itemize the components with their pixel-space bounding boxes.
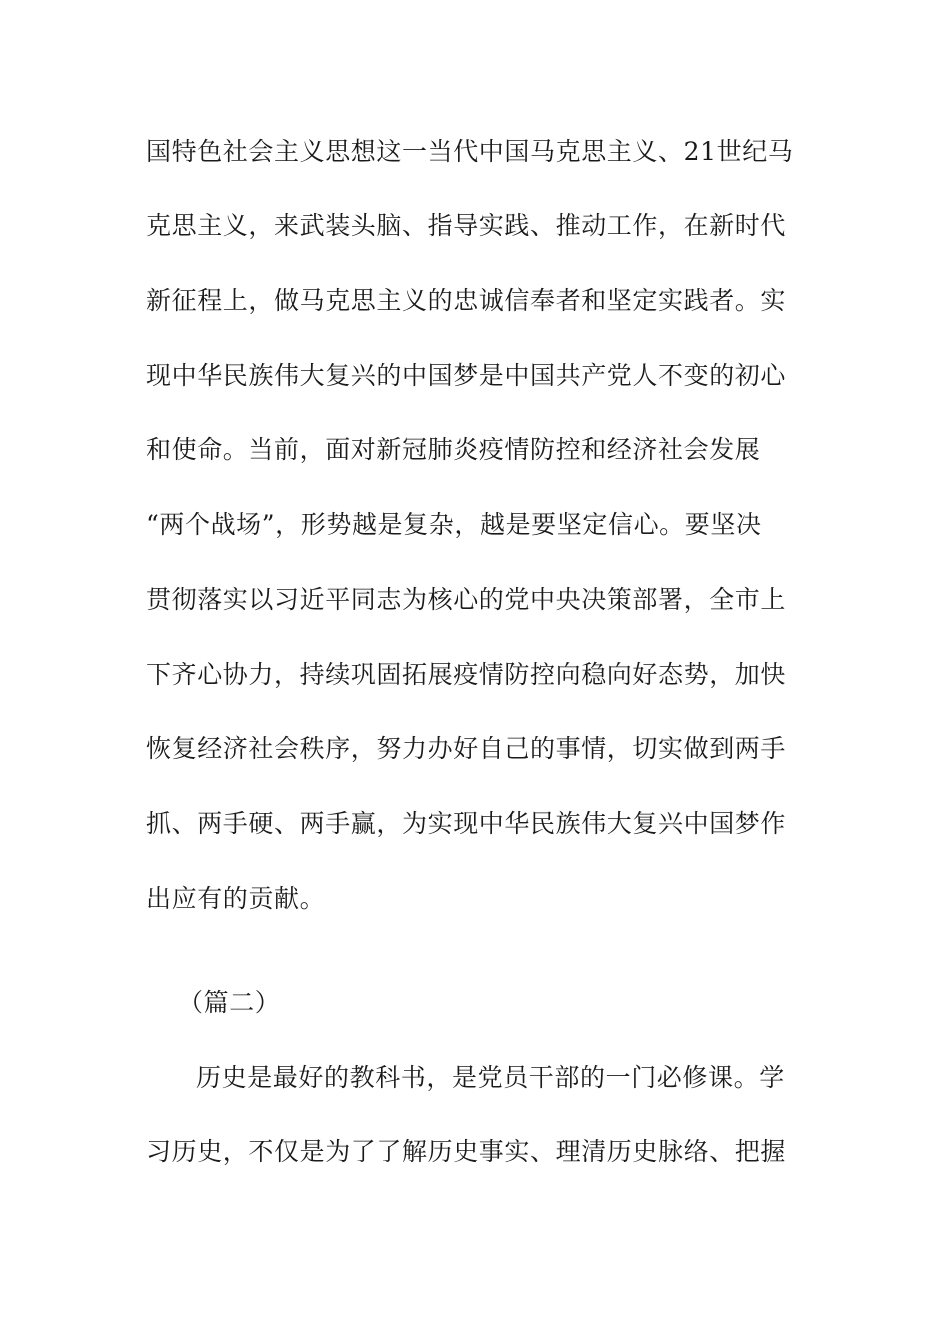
paragraph-line: “两个战场”，形势越是复杂，越是要坚定信心。要坚决 (146, 510, 762, 539)
paragraph-line: 克思主义，来武装头脑、指导实践、推动工作，在新时代 (146, 211, 787, 240)
paragraph-line: 现中华民族伟大复兴的中国梦是中国共产党人不变的初心 (146, 361, 787, 390)
paragraph-line: 出应有的贡献。 (146, 884, 326, 913)
paragraph-line: 历史是最好的教科书，是党员干部的一门必修课。学 (196, 1063, 785, 1092)
paragraph-line: 和使命。当前，面对新冠肺炎疫情防控和经济社会发展 (146, 435, 761, 464)
paragraph-line: 习历史，不仅是为了了解历史事实、理清历史脉络、把握 (146, 1137, 787, 1166)
paragraph-line: 新征程上，做马克思主义的忠诚信奉者和坚定实践者。实 (146, 286, 787, 315)
paragraph-line: 国特色社会主义思想这一当代中国马克思主义、21世纪马 (146, 137, 794, 166)
paragraph-line: 贯彻落实以习近平同志为核心的党中央决策部署，全市上 (146, 585, 787, 614)
paragraph-line: 下齐心协力，持续巩固拓展疫情防控向稳向好态势，加快 (146, 660, 787, 689)
paragraph-line: 恢复经济社会秩序，努力办好自己的事情，切实做到两手 (146, 734, 787, 763)
section-heading: （篇二） (178, 988, 281, 1017)
paragraph-line: 抓、两手硬、两手赢，为实现中华民族伟大复兴中国梦作 (146, 809, 787, 838)
